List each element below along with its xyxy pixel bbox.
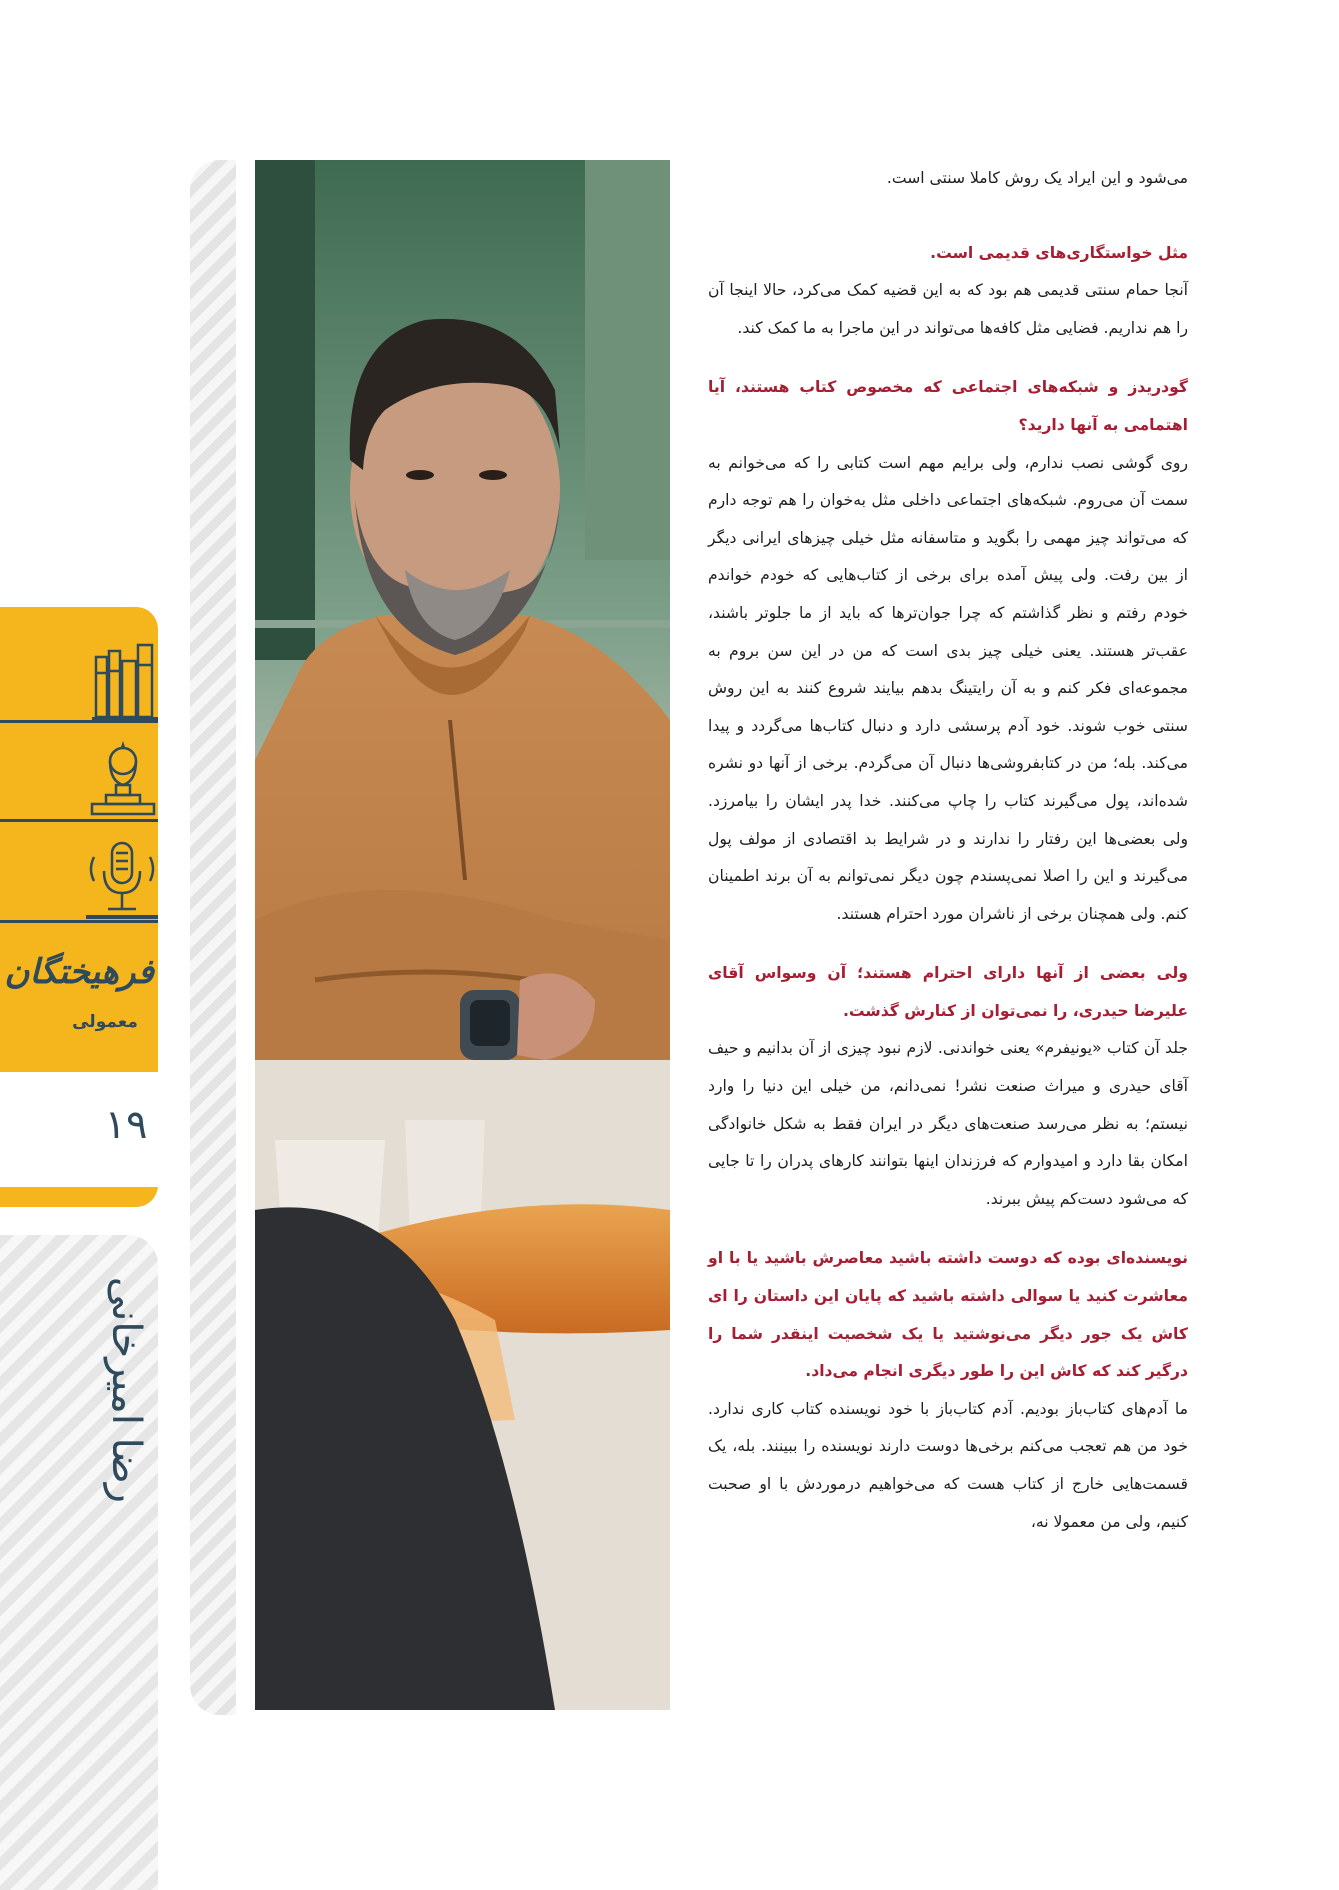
interview-question: گودریدز و شبکه‌های اجتماعی که مخصوص کتاب هستند، آیا اهتمامی به آنها دارید؟ bbox=[708, 378, 1188, 434]
decorative-stripe-top bbox=[190, 160, 236, 1715]
interview-question: ولی بعضی از آنها دارای احترام هستند؛ آن وسواس آقای علیرضا حیدری، را نمی‌توان از کنارش گذشت. bbox=[708, 964, 1188, 1020]
bookshelf-icon bbox=[92, 637, 158, 721]
interview-photo bbox=[255, 160, 670, 1710]
article-paragraph: آنجا حمام سنتی قدیمی هم بود که به این قضیه کمک می‌کرد، حالا اینجا آن را هم نداریم. فضایی مثل کافه‌ها می‌تواند در این ماجرا به ما کمک کند. bbox=[708, 281, 1188, 337]
article-paragraph: جلد آن کتاب «یونیفرم» یعنی خواندنی. لازم نبود چیزی از آن بدانیم و حیف آقای حیدری و میراث صنعت نشر! نمی‌دانم، من خیلی این دنیا را وارد نیستم؛ به نظر می‌رسد صنعت‌های دیگر در ایران فقط به شکل خانوادگی امکان بقا دارد و امیدوارم که فرزندان اینها بتوانند کارهای پدران را تا جایی که می‌شود دست‌کم پیش ببرند. bbox=[708, 1039, 1188, 1208]
interview-question: نویسنده‌ای بوده که دوست داشته باشید معاصرش باشید یا با او معاشرت کنید یا سوالی داشته باشید که پایان این داستان را ای کاش یک جور دیگر می‌نوشتید یا یک شخصیت اینقدر شما را درگیر کند که کاش این را طور دیگری انجام می‌داد. bbox=[708, 1249, 1188, 1381]
interview-photo-illustration bbox=[255, 160, 670, 1710]
tab-divider bbox=[0, 920, 158, 923]
brand-logo-text: فرهیختگان bbox=[4, 952, 154, 992]
article-paragraph: ما آدم‌های کتاب‌باز بودیم. آدم کتاب‌باز با خود نویسنده کتاب کاری ندارد. خود من هم تعجب می‌کنم برخی‌ها دوست دارند نویسنده را ببینند. بله، یک قسمت‌هایی خارج از کتاب هست که می‌خواهیم درموردش با او صحبت کنیم، ولی من معمولا نه، bbox=[708, 1399, 1188, 1531]
author-name-text: رضا امیرخانی bbox=[103, 1276, 149, 1504]
article-paragraph: روی گوشی نصب ندارم، ولی برایم مهم است کتابی را که می‌خوانم به سمت آن می‌روم. شبکه‌های اجتماعی داخلی مثل به‌خوان را هم توجه دارم که می‌تواند چیز مهمی را بگوید و متاسفانه مثل خیلی چیزهای ایرانی دیگر از بین رفت. ولی پیش آمده برای برخی از کتاب‌هایی که خودم خواندم خودم رفتم و نظر گذاشتم که چرا جوان‌ترها که باید از ما جلوتر باشند، عقب‌تر هستند. یعنی خیلی چیز بدی است که من در این سن بروم به مجموعه‌ای فکر کنم و به آن رایتینگ بدهم بیایند شروع کنند به این روش سنتی خوب شوند. خود آدم پرسشی دارد و دنبال کتاب‌ها می‌گردد و پیدا می‌کند. بله؛ من در کتابفروشی‌ها دنبال آن می‌گردم. برخی از آنها دو نشره شده‌اند، پول می‌گیرند کتاب را چاپ می‌کنند. خدا پدر ایشان را بیامرزد. ولی بعضی‌ها این رفتار را ندارند و در شرایط بد اقتصادی از مولف پول می‌گیرند و این را اصلا نمی‌پسندم چون دیگر نمی‌توانم به آن برند اطمینان کنم. ولی همچنان برخی از ناشران مورد احترام هستند. bbox=[708, 453, 1188, 923]
article-paragraph: می‌شود و این ایراد یک روش کاملا سنتی است. bbox=[886, 169, 1188, 187]
section-tab bbox=[0, 607, 158, 1207]
podcast-microphone-icon bbox=[86, 837, 158, 919]
brand-subtitle: معمولی bbox=[72, 1012, 138, 1032]
tab-divider bbox=[0, 819, 158, 822]
trophy-icon bbox=[88, 737, 158, 819]
page-number: ۱۹ bbox=[104, 1102, 148, 1148]
article-column bbox=[708, 160, 1188, 1541]
author-name bbox=[96, 1260, 156, 1520]
interview-question: مثل خواستگاری‌های قدیمی است. bbox=[930, 243, 1188, 262]
